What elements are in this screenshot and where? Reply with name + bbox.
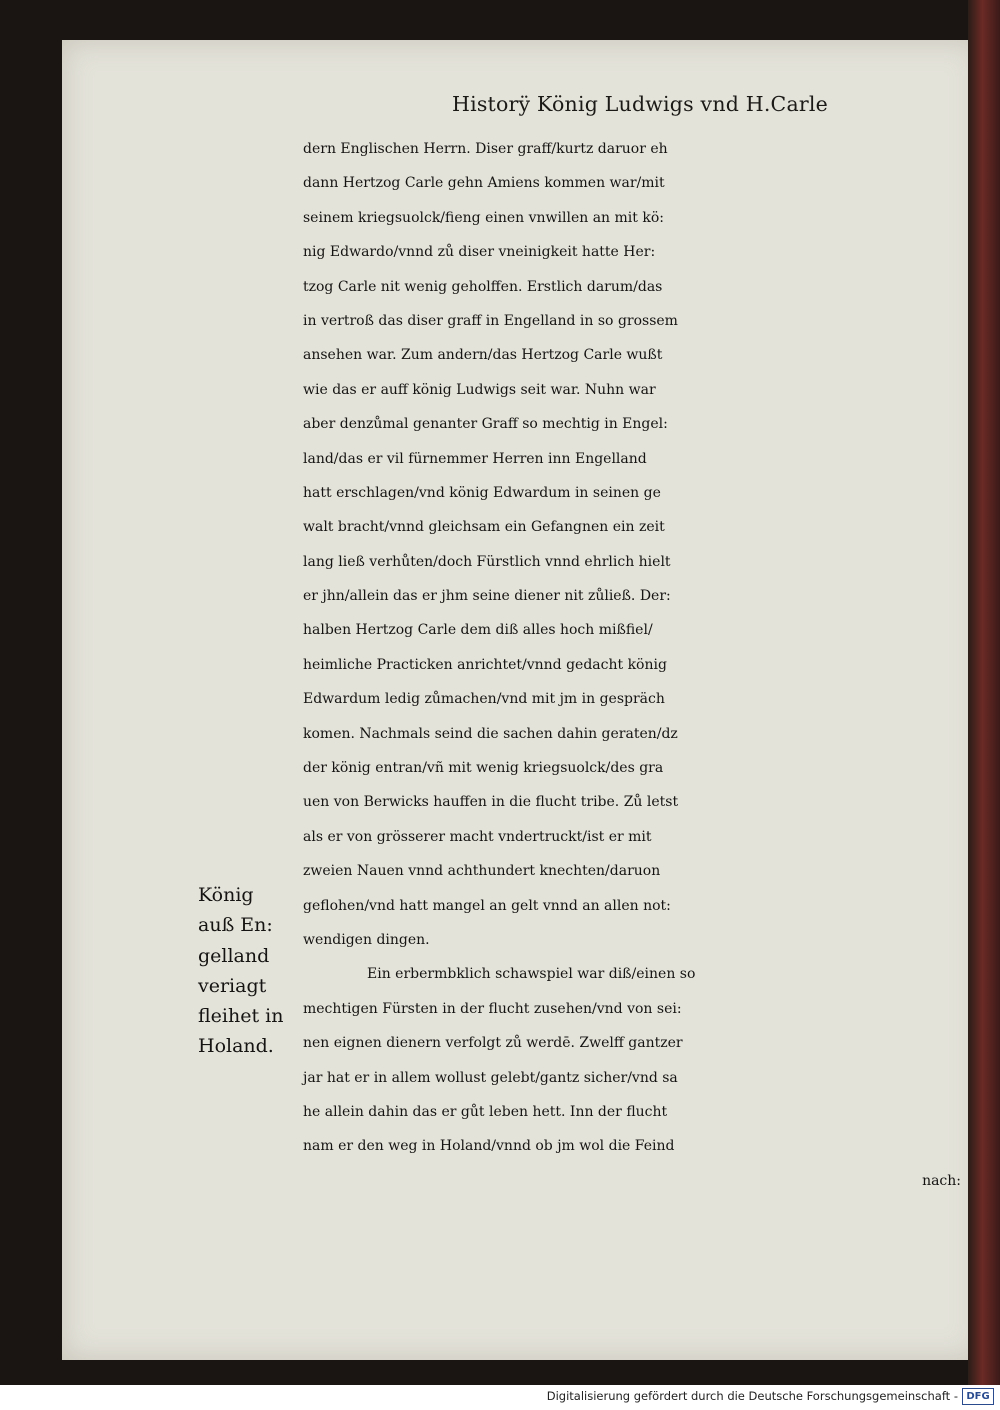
- marginal-note-line: auß En:: [198, 914, 273, 937]
- digitization-footer: [0, 1385, 1000, 1410]
- text-line: ansehen war. Zum andern/das Hertzog Carle wußt: [303, 347, 663, 364]
- text-line: mechtigen Fürsten in der flucht zusehen/vnd von sei:: [303, 1000, 682, 1017]
- text-line: in vertroß das diser graff in Engelland in so grossem: [303, 312, 678, 329]
- text-line: halben Hertzog Carle dem diß alles hoch mißfiel/: [303, 622, 653, 639]
- marginal-note-line: König: [198, 884, 254, 906]
- marginal-note-line: Holand.: [198, 1035, 274, 1058]
- text-line: dern Englischen Herrn. Diser graff/kurtz daruor eh: [303, 141, 668, 157]
- text-line: als er von grösserer macht vndertruckt/ist er mit: [303, 828, 652, 845]
- text-line: land/das er vil fürnemmer Herren inn Engelland: [303, 450, 647, 467]
- funding-credit: Digitalisierung gefördert durch die Deutsche Forschungsgemeinschaft -: [546, 1389, 958, 1403]
- text-line: Edwardum ledig zůmachen/vnd mit jm in gespräch: [303, 691, 665, 708]
- text-line: zweien Nauen vnnd achthundert knechten/daruon: [303, 863, 661, 880]
- catchword: nach:: [922, 1172, 961, 1189]
- text-line: nam er den weg in Holand/vnnd ob jm wol die Feind: [303, 1138, 675, 1155]
- text-line: heimliche Practicken anrichtet/vnnd gedacht könig: [303, 656, 667, 673]
- text-line: wie das er auff könig Ludwigs seit war. Nuhn war: [303, 381, 656, 398]
- text-line: komen. Nachmals seind die sachen dahin geraten/dz: [303, 725, 678, 742]
- marginal-note-line: gelland: [198, 944, 270, 967]
- dfg-logo: DFG: [962, 1388, 994, 1405]
- marginal-note: [198, 880, 298, 1062]
- text-line: nen eignen dienern verfolgt zů werdē. Zwelff gantzer: [303, 1035, 683, 1052]
- text-line: dann Hertzog Carle gehn Amiens kommen war/mit: [303, 175, 665, 192]
- text-line: hatt erschlagen/vnd könig Edwardum in seinen ge: [303, 484, 661, 501]
- text-line: aber denzůmal genanter Graff so mechtig in Engel:: [303, 416, 668, 433]
- marginal-note-line: veriagt: [198, 974, 267, 997]
- text-line: der könig entran/vñ mit wenig kriegsuolck/des gra: [303, 760, 664, 777]
- marginal-note-line: fleihet in: [198, 1005, 284, 1028]
- text-line: seinem kriegsuolck/fieng einen vnwillen an mit kö:: [303, 209, 664, 226]
- text-line: nig Edwardo/vnnd zů diser vneinigkeit hatte Her:: [303, 244, 656, 261]
- text-line: wendigen dingen.: [303, 931, 430, 948]
- running-head: Historÿ König Ludwigs vnd H.Carle: [452, 92, 828, 116]
- text-line: er jhn/allein das er jhm seine diener nit zůließ. Der:: [303, 588, 671, 605]
- text-line: he allein dahin das er gůt leben hett. Inn der flucht: [303, 1103, 668, 1120]
- text-line: uen von Berwicks hauffen in die flucht tribe. Zů letst: [303, 794, 679, 811]
- text-line: lang ließ verhůten/doch Fürstlich vnnd ehrlich hielt: [303, 553, 671, 570]
- text-line: tzog Carle nit wenig geholffen. Erstlich darum/das: [303, 278, 663, 295]
- text-line: jar hat er in allem wollust gelebt/gantz sicher/vnd sa: [303, 1069, 678, 1086]
- text-line: geflohen/vnd hatt mangel an gelt vnnd an allen not:: [303, 897, 671, 914]
- text-line: walt bracht/vnnd gleichsam ein Gefangnen ein zeit: [303, 519, 665, 536]
- main-text-block: [303, 132, 983, 1198]
- paragraph-first-line: Ein erbermbklich schawspiel war diß/einen so: [367, 966, 696, 983]
